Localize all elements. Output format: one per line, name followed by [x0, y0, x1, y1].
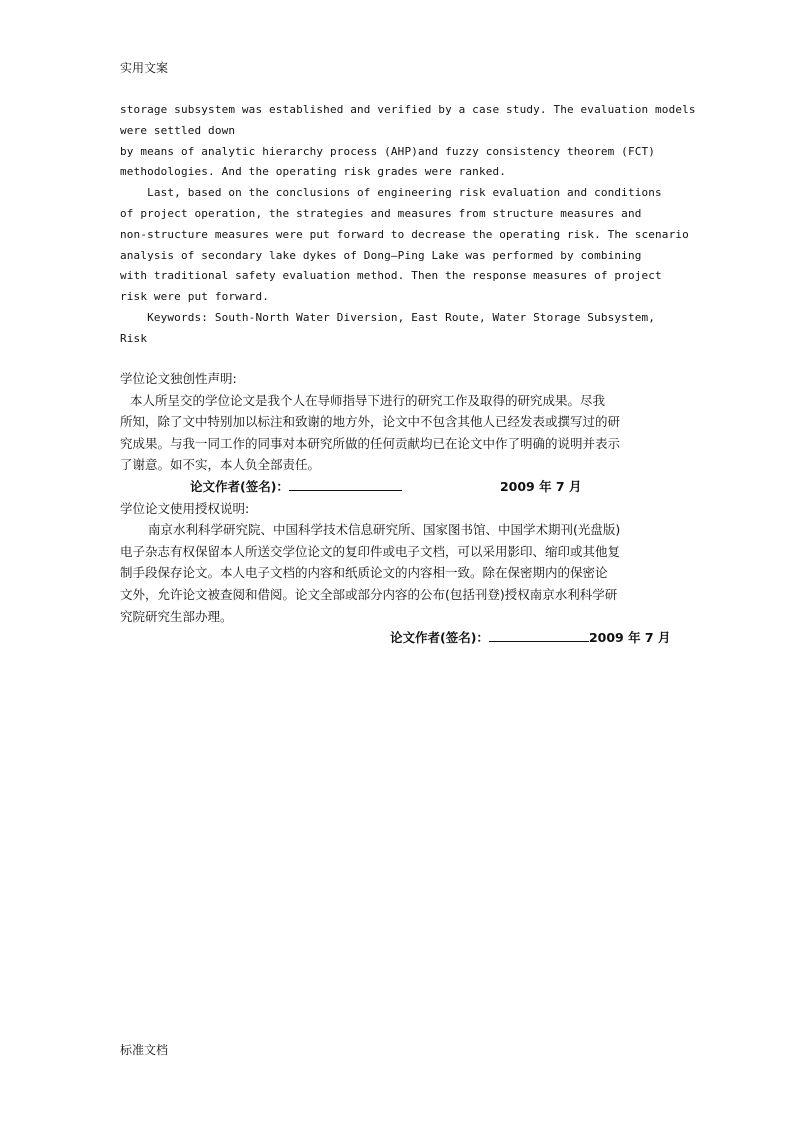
- abstract-line: by means of analytic hierarchy process (AHP)and fuzzy consistency theorem (FCT): [120, 144, 656, 158]
- signature-blank: [489, 628, 589, 642]
- abstract-line: storage subsystem was established and verified by a case study. The evaluation models: [120, 103, 696, 116]
- declaration-line: 究成果。与我一同工作的同事对本研究所做的任何贡献均已在论文中作了明确的说明并表示: [120, 435, 621, 451]
- signature-label: 论文作者(签名)：: [390, 630, 489, 646]
- signature-date: 2009 年 7 月: [588, 630, 671, 646]
- abstract-line: of project operation, the strategies and measures from structure measures and: [120, 206, 642, 220]
- abstract-line: methodologies. And the operating risk grades were ranked.: [120, 165, 507, 179]
- authorization-line: 文外，允许论文被查阅和借阅。论文全部或部分内容的公布(包括刊登)授权南京水利科学研: [120, 586, 618, 602]
- authorization-line: 南京水利科学研究院、中国科学技术信息研究所、国家图书馆、中国学术期刊(光盘版): [148, 522, 621, 538]
- signature-date: 2009 年 7 月: [499, 478, 582, 494]
- abstract-line: Last, based on the conclusions of engineering risk evaluation and conditions: [120, 186, 662, 200]
- declarations: [120, 368, 680, 649]
- authorization-signature-row: [120, 627, 680, 649]
- authorization-line: 制手段保存论文。本人电子文档的内容和纸质论文的内容相一致。除在保密期内的保密论: [120, 565, 608, 581]
- signature-label: 论文作者(签名)：: [190, 478, 289, 494]
- declaration-signature-row: [120, 476, 680, 498]
- declaration-line: 所知，除了文中特别加以标注和致谢的地方外，论文中不包含其他人已经发表或撰写过的研: [120, 414, 621, 430]
- declaration-line: 了谢意。如不实，本人负全部责任。: [120, 457, 321, 473]
- declaration-title: 学位论文独创性声明:: [120, 371, 237, 386]
- page-header: 实用文案: [120, 61, 169, 75]
- declaration-line: 本人所呈交的学位论文是我个人在导师指导下进行的研究工作及取得的研究成果。尽我: [130, 392, 606, 408]
- authorization-line: 究院研究生部办理。: [120, 608, 233, 624]
- authorization-title: 学位论文使用授权说明:: [120, 500, 250, 516]
- page-footer: 标准文档: [120, 1043, 169, 1057]
- keywords-line: Keywords: South-North Water Diversion, East Route, Water Storage Subsystem,: [120, 310, 656, 324]
- abstract-line: risk were put forward.: [120, 290, 269, 304]
- authorization-line: 电子杂志有权保留本人所送交学位论文的复印件或电子文档，可以采用影印、缩印或其他复: [120, 543, 621, 559]
- abstract-line: were settled down: [120, 123, 236, 137]
- abstract-line: with traditional safety evaluation method. Then the response measures of project: [120, 269, 662, 283]
- english-abstract: [120, 100, 720, 350]
- abstract-line: non-structure measures were put forward to decrease the operating risk. The scenario: [120, 227, 689, 241]
- signature-blank: [289, 477, 402, 491]
- abstract-line: analysis of secondary lake dykes of Dong—Ping Lake was performed by combining: [120, 248, 642, 262]
- keywords-line: Risk: [120, 331, 148, 345]
